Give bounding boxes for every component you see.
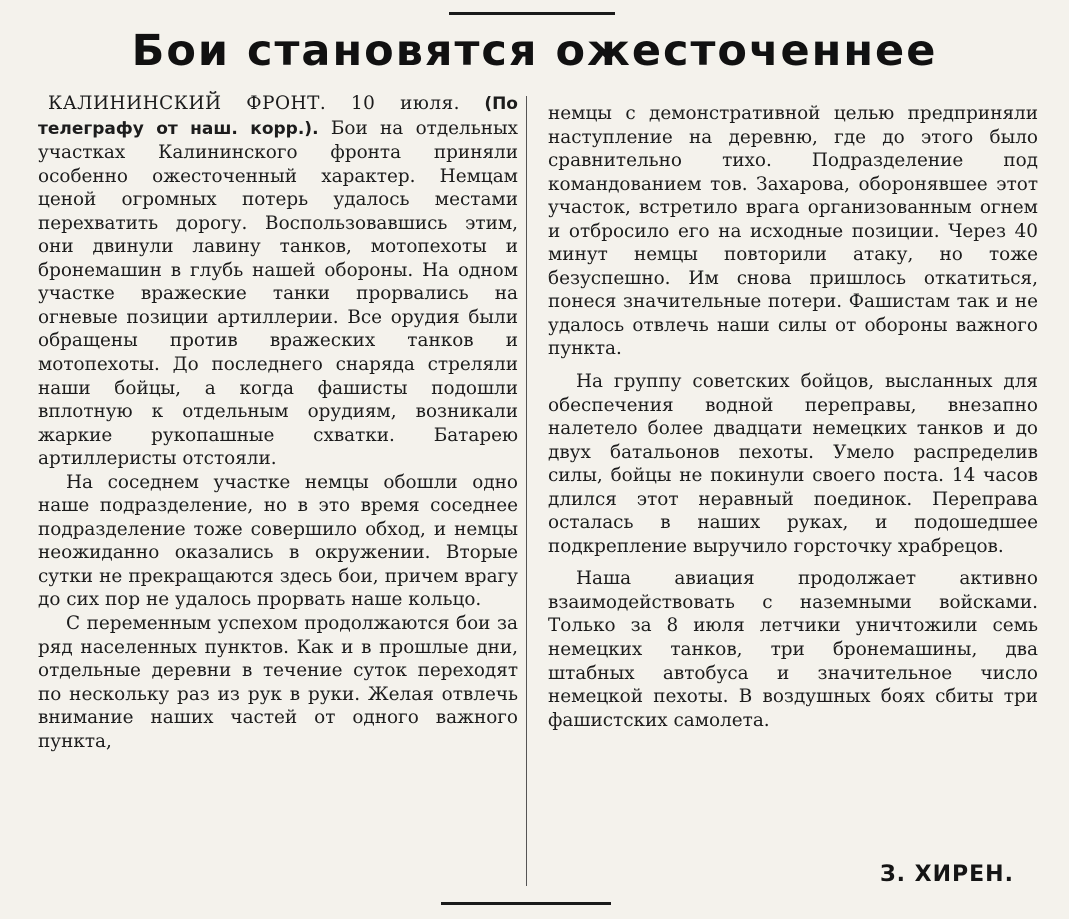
column-left bbox=[38, 92, 518, 753]
author-signature: З. ХИРЕН. bbox=[880, 862, 1014, 887]
paragraph-4: немцы с демонстративной целью предприняли наступление на деревню, где до этого было сравнительно тихо. Подразделение под командованием тов. Захарова, оборонявшее этот участок, встретило врага организованным огнем и отбросило его на исходные позиции. Через 40 минут немцы повторили атаку, но тоже безуспешно. Им снова пришлось откатиться, понеся значительные потери. Фашистам так и не удалось отвлечь наши силы от обороны важного пункта. bbox=[548, 103, 1038, 360]
column-right bbox=[548, 102, 1038, 732]
top-rule bbox=[449, 12, 615, 15]
headline: Бои становятся ожесточеннее bbox=[131, 26, 938, 76]
column-divider bbox=[526, 96, 527, 886]
paragraph-5: На группу советских бойцов, высланных для обеспечения водной переправы, внезапно налетело более двадцати немецких танков и до двух батальонов пехоты. Умело распределив силы, бойцы не покинули своего поста. 14 часов длился этот неравный поединок. Переправа осталась в наших руках, и подошедшее подкрепление выручило горсточку храбрецов. bbox=[548, 371, 1038, 557]
paragraph-6: Наша авиация продолжает активно взаимодействовать с наземными войсками. Только за 8 июля летчики уничтожили семь немецких танков, три бронемашины, два штабных автобуса и значительное число немецкой пехоты. В воздушных боях сбиты три фашистских самолета. bbox=[548, 568, 1038, 731]
paragraph-1 bbox=[38, 92, 518, 471]
paragraph-1-text: Бои на отдельных участках Калининского фронта приняли особенно ожесточенный характер. Немцам ценой огромных потерь удалось местами перехватить дорогу. Воспользовавшись этим, они двинули лавину танков, мотопехоты и бронемашин в глубь нашей обороны. На одном участке вражеские танки прорвались на огневые позиции артиллерии. Все орудия были обращены против вражеских танков и мотопехоты. До последнего снаряда стреляли наши бойцы, а когда фашисты подошли вплотную к отдельным орудиям, возникали жаркие рукопашные схватки. Батарею артиллеристы отстояли. bbox=[38, 117, 518, 470]
bottom-rule bbox=[441, 902, 611, 905]
paragraph-2: На соседнем участке немцы обошли одно наше подразделение, но в это время соседнее подразделение тоже совершило обход, и немцы неожиданно оказались в окружении. Вторые сутки не прекращаются здесь бои, причем врагу до сих пор не удалось прорвать наше кольцо. bbox=[38, 471, 518, 611]
dateline-location: КАЛИНИНСКИЙ ФРОНТ. 10 июля. bbox=[48, 93, 461, 114]
paragraph-3: С переменным успехом продолжаются бои за ряд населенных пунктов. Как и в прошлые дни, отдельные деревни в течение суток переходят по нескольку раз из рук в руки. Желая отвлечь внимание наших частей от одного важного пункта, bbox=[38, 613, 518, 752]
dateline-source: (По телеграфу от наш. корр.). bbox=[38, 94, 518, 139]
